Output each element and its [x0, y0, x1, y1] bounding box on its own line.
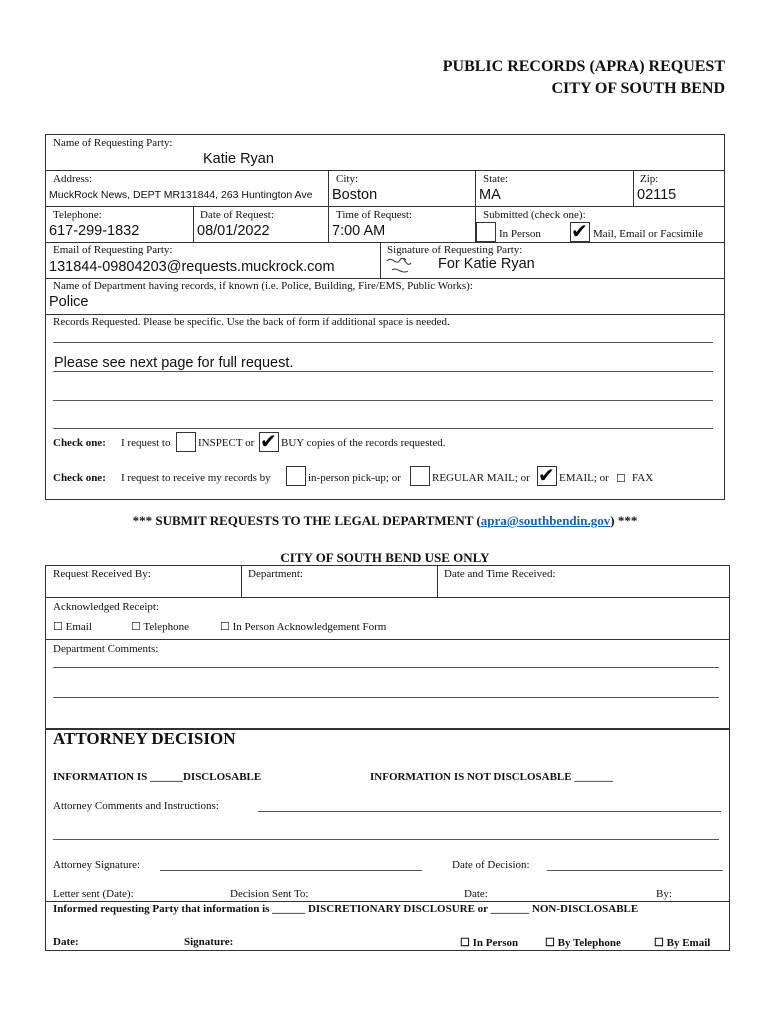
letter-sent-label: Letter sent (Date):	[53, 888, 134, 900]
form-subtitle: CITY OF SOUTH BEND	[551, 80, 725, 97]
dept-comments-label: Department Comments:	[53, 643, 159, 655]
checkmark-icon: ✔	[260, 429, 277, 453]
telephone-value[interactable]: 617-299-1832	[49, 223, 140, 239]
checkmark-icon: ✔	[571, 219, 588, 243]
telephone-label: Telephone:	[53, 209, 102, 221]
pickup-checkbox[interactable]	[286, 466, 306, 486]
inspect-checkbox[interactable]	[176, 432, 196, 452]
not-disclosable-text: INFORMATION IS NOT DISCLOSABLE _______	[370, 771, 613, 783]
buy-copies-label: BUY copies of the records requested.	[281, 437, 446, 449]
city-label: City:	[336, 173, 359, 185]
check-one-label: Check one:	[53, 437, 106, 449]
in-person-option[interactable]: ☐ In Person	[460, 937, 519, 949]
inspect-text: I request to	[121, 437, 171, 449]
time-of-request-value[interactable]: 7:00 AM	[332, 223, 386, 239]
pickup-label: in-person pick-up; or	[308, 472, 401, 484]
department-value[interactable]: Police	[49, 294, 89, 310]
check-one-delivery-label: Check one:	[53, 472, 106, 484]
form-title: PUBLIC RECORDS (APRA) REQUEST	[442, 58, 725, 75]
final-date-label: Date:	[53, 936, 79, 948]
attorney-heading: ATTORNEY DECISION	[53, 729, 236, 748]
address-value[interactable]: MuckRock News, DEPT MR131844, 263 Huntington Ave	[49, 189, 313, 201]
email-label: Email of Requesting Party:	[53, 244, 173, 256]
email-delivery-checkbox[interactable]	[537, 463, 557, 487]
mail-checkbox[interactable]	[570, 219, 590, 243]
date-of-decision-label: Date of Decision:	[452, 859, 530, 871]
date-of-request-value[interactable]: 08/01/2022	[197, 223, 270, 239]
date-of-request-label: Date of Request:	[200, 209, 274, 221]
attorney-comments-label: Attorney Comments and Instructions:	[53, 800, 219, 812]
name-label: Name of Requesting Party:	[53, 137, 173, 149]
records-value[interactable]: Please see next page for full request.	[54, 355, 294, 371]
state-label: State:	[483, 173, 509, 185]
name-value[interactable]: Katie Ryan	[203, 151, 274, 167]
ack-email-option[interactable]: ☐ Email	[53, 621, 92, 633]
department-received-label: Department:	[248, 568, 303, 580]
disclosable-text: INFORMATION IS ______DISCLOSABLE	[53, 771, 262, 783]
mail-label: Mail, Email or Facsimile	[593, 228, 703, 240]
regular-mail-label: REGULAR MAIL; or	[432, 472, 530, 484]
department-label: Name of Department having records, if known (i.e. Police, Building, Fire/EMS, Public Works):	[53, 280, 473, 292]
state-value[interactable]: MA	[479, 187, 501, 203]
inspect-label: INSPECT or	[198, 437, 255, 449]
decision-sent-to-label: Decision Sent To:	[230, 888, 309, 900]
attorney-signature-label: Attorney Signature:	[53, 859, 141, 871]
email-value[interactable]: 131844-09804203@requests.muckrock.com	[49, 259, 335, 275]
signature-label: Signature of Requesting Party:	[387, 244, 523, 256]
buy-copies-checkbox[interactable]	[259, 429, 279, 453]
city-value[interactable]: Boston	[332, 187, 378, 203]
non-disclosable-text: NON-DISCLOSABLE	[531, 903, 639, 915]
fax-checkbox-icon[interactable]: ☐	[616, 473, 626, 485]
attorney-section	[45, 729, 730, 951]
regular-mail-checkbox[interactable]	[410, 466, 430, 486]
fax-label: FAX	[632, 472, 654, 484]
in-person-checkbox[interactable]	[476, 222, 496, 242]
sent-by-label: By:	[656, 888, 672, 900]
legal-email-link[interactable]: apra@southbendin.gov	[480, 513, 611, 528]
checkmark-icon: ✔	[538, 463, 555, 487]
records-label: Records Requested. Please be specific. Use the back of form if additional space is needed.	[53, 316, 450, 328]
informed-text: Informed requesting Party that information is ______	[53, 903, 306, 915]
by-telephone-option[interactable]: ☐ By Telephone	[545, 937, 621, 949]
address-label: Address:	[53, 173, 93, 185]
signature-value[interactable]: For Katie Ryan	[438, 256, 535, 272]
signature-scribble-icon	[384, 253, 418, 277]
date-time-received-label: Date and Time Received:	[444, 568, 556, 580]
sent-date-label: Date:	[464, 888, 488, 900]
received-by-label: Request Received By:	[53, 568, 151, 580]
zip-value[interactable]: 02115	[637, 187, 677, 203]
ack-telephone-option[interactable]: ☐ Telephone	[131, 621, 190, 633]
discretionary-text: DISCRETIONARY DISCLOSURE or _______	[307, 903, 530, 915]
submit-instructions: *** SUBMIT REQUESTS TO THE LEGAL DEPARTMENT (apra@southbendin.gov) ***	[132, 513, 638, 528]
in-person-label: In Person	[499, 228, 541, 240]
city-use-heading: CITY OF SOUTH BEND USE ONLY	[280, 550, 490, 565]
zip-label: Zip:	[640, 173, 659, 185]
final-signature-label: Signature:	[184, 936, 234, 948]
delivery-text: I request to receive my records by	[121, 472, 271, 484]
email-delivery-label: EMAIL; or	[559, 472, 609, 484]
time-of-request-label: Time of Request:	[336, 209, 412, 221]
submitted-label: Submitted (check one):	[483, 209, 586, 221]
ack-label: Acknowledged Receipt:	[53, 601, 159, 613]
ack-in-person-option[interactable]: ☐ In Person Acknowledgement Form	[220, 621, 387, 633]
by-email-option[interactable]: ☐ By Email	[654, 937, 711, 949]
